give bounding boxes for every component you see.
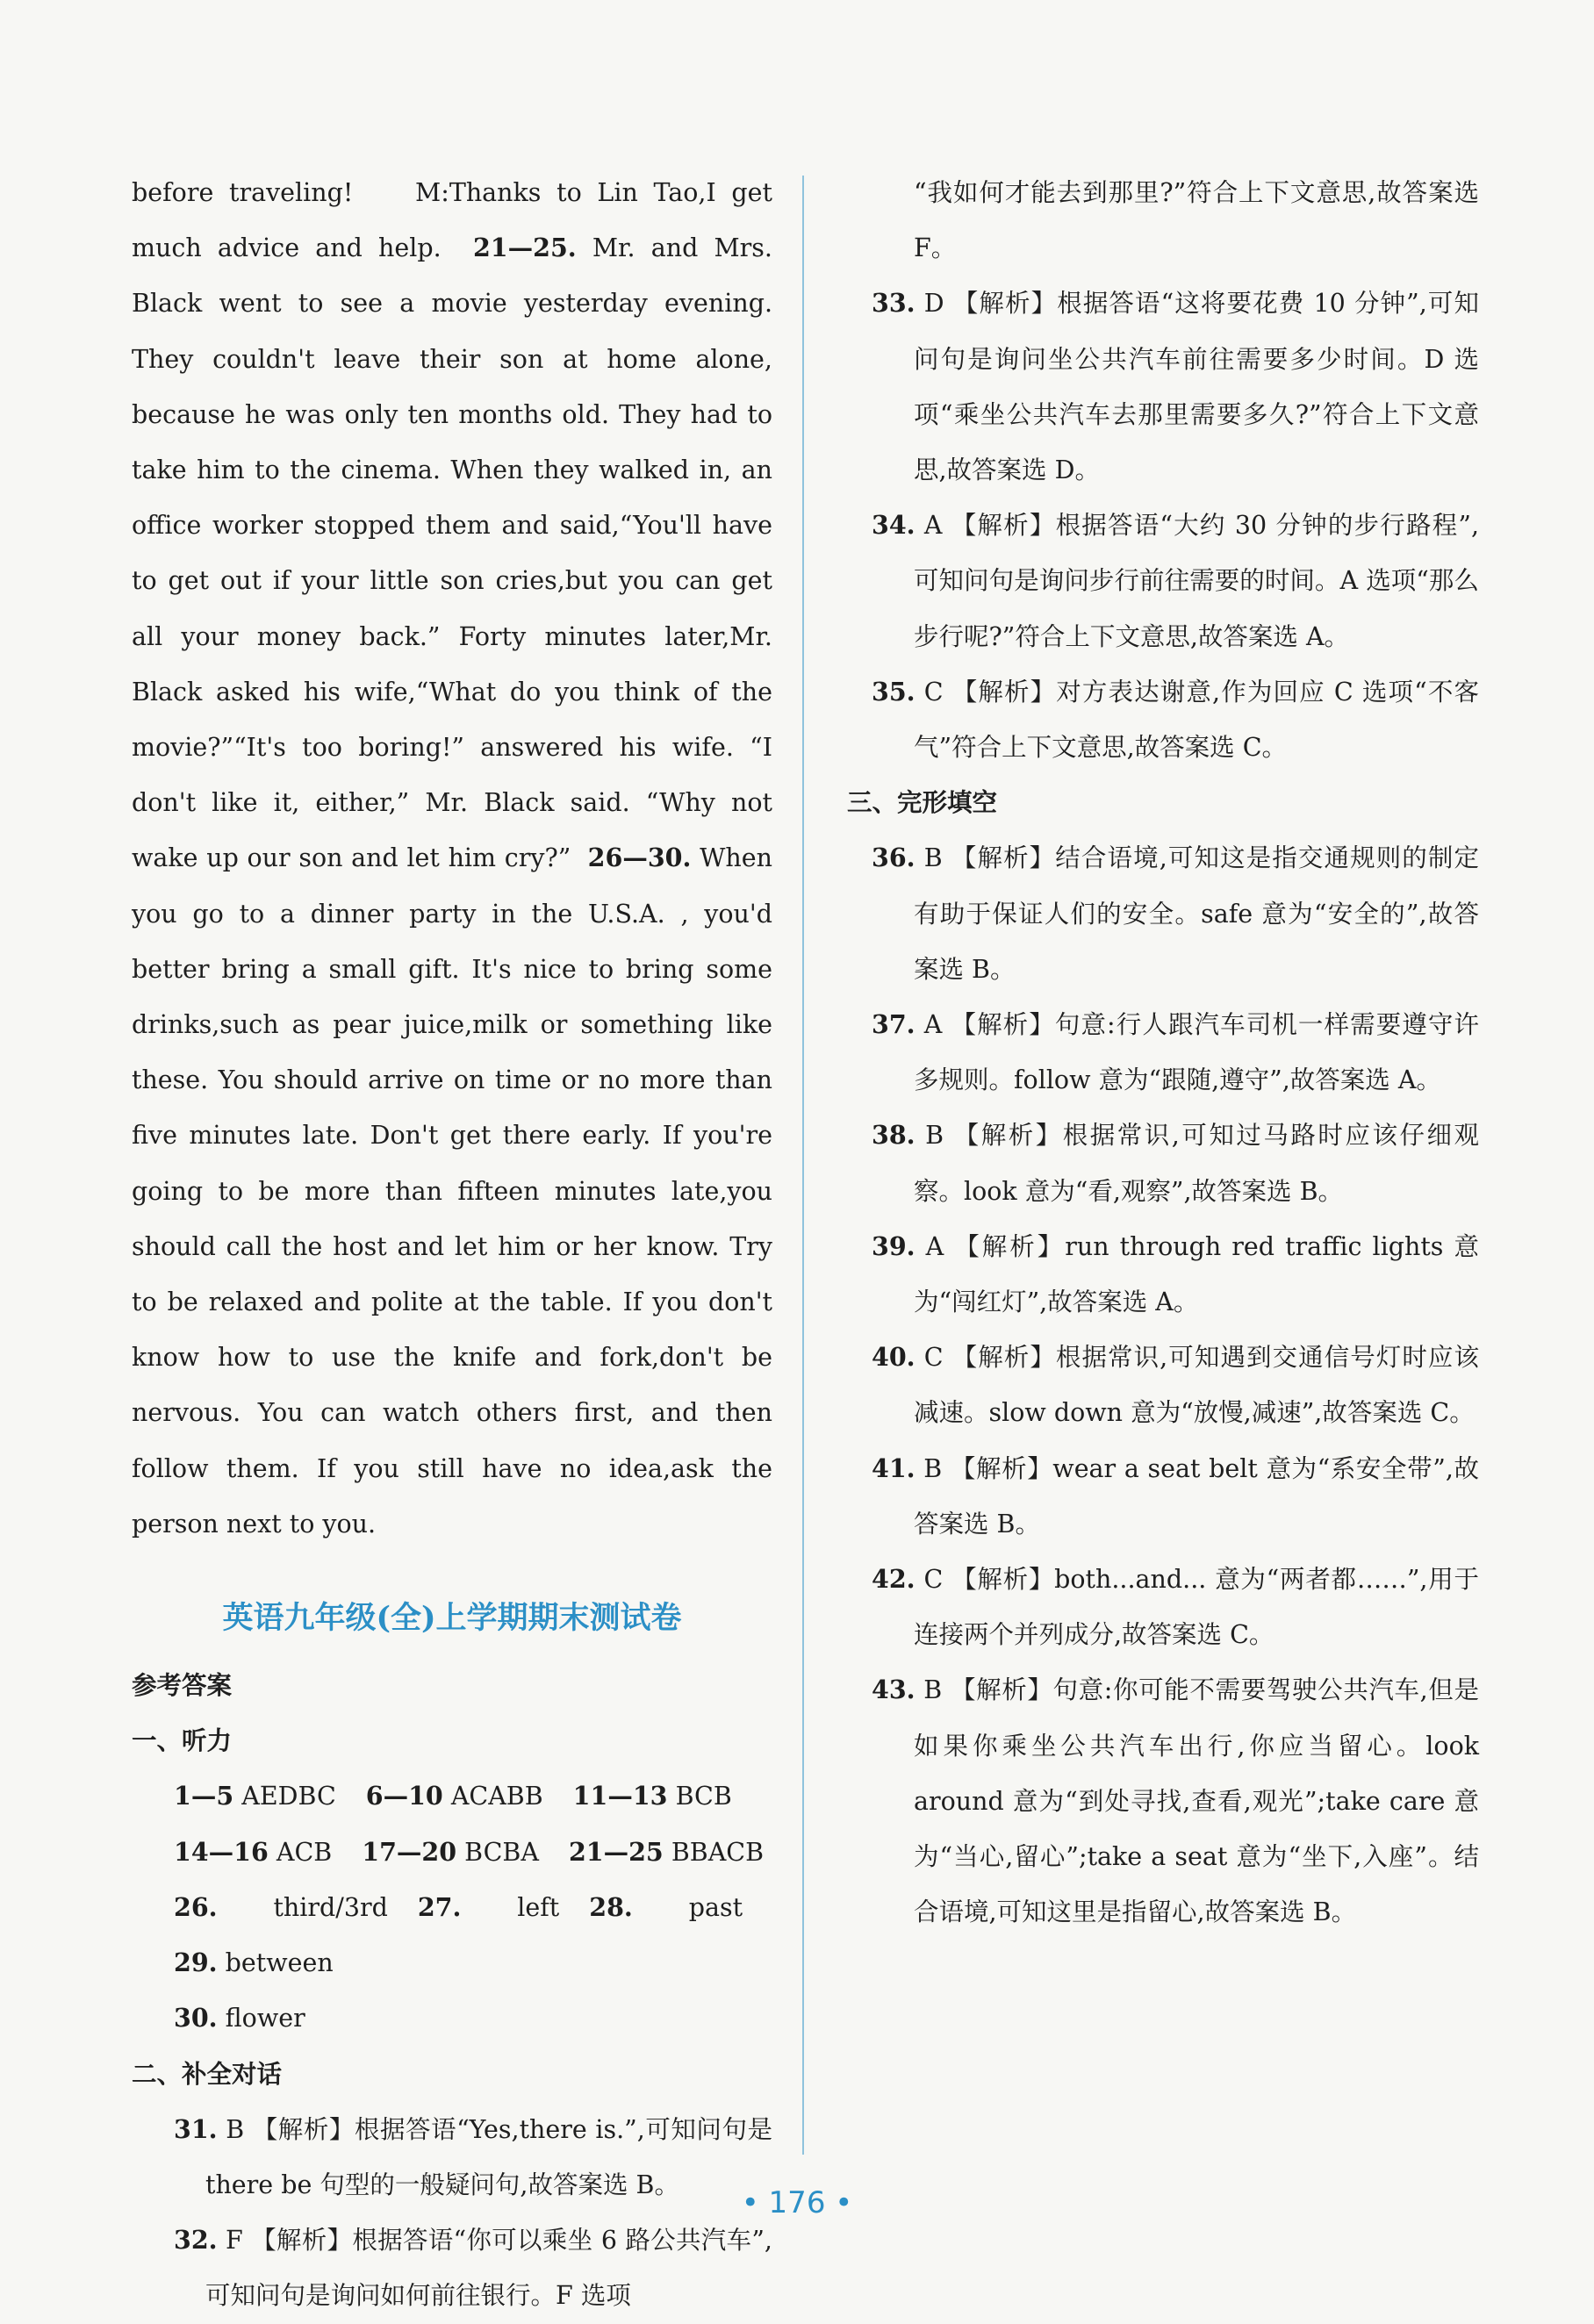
- exam-title: 英语九年级(全)上学期期末测试卷: [222, 1600, 682, 1637]
- answer-item-36: [847, 830, 1479, 997]
- question-number: 28.: [589, 1891, 633, 1922]
- range-label: 17—20: [362, 1836, 457, 1867]
- answer-explanation: D 【解析】根据答语“这将要花费 10 分钟”,可知问句是询问坐公共汽车前往需要多少时间。D 选项“乘坐公共汽车去那里需要多久?”符合上下文意思,故答案选 D。: [914, 289, 1479, 485]
- answer-explanation: B 【解析】根据答语“Yes,there is.”,可知问句是 there be 句型的一般疑问句,故答案选 B。: [205, 2114, 772, 2199]
- answer-item-38: [847, 1108, 1479, 1218]
- answer-value: BCBA: [464, 1837, 539, 1867]
- answer-explanation: F 【解析】根据答语“你可以乘坐 6 路公共汽车”,可知问句是询问如何前往银行。F 选项: [205, 2226, 772, 2311]
- answer-explanation: B 【解析】wear a seat belt 意为“系安全带”,故答案选 B。: [914, 1453, 1479, 1539]
- answer-value: BBACB: [671, 1837, 765, 1867]
- answer-value: AEDBC: [241, 1782, 336, 1811]
- answer-value: ACB: [276, 1837, 333, 1867]
- answer-explanation: A 【解析】根据答语“大约 30 分钟的步行路程”,可知问句是询问步行前往需要的时间。A 选项“那么步行呢?”符合上下文意思,故答案选 A。: [914, 511, 1480, 651]
- listening-row-2: [132, 1825, 772, 1880]
- answer-item-33: [847, 276, 1479, 498]
- answer-items-33-35: [847, 276, 1479, 775]
- question-number: 36.: [872, 843, 915, 873]
- answer-item-37: [847, 997, 1479, 1108]
- range-label: 14—16: [174, 1836, 269, 1867]
- answer-item-32: [132, 2213, 772, 2323]
- answer-item-32-continued: “我如何才能去到那里?”符合上下文意思,故答案选 F。: [914, 178, 1479, 263]
- question-number: 29.: [174, 1947, 218, 1978]
- question-number: 33.: [872, 288, 915, 319]
- listening-row-1: [132, 1768, 772, 1824]
- passage-range-26-30: 26—30.: [587, 843, 692, 873]
- answer-item-43: [847, 1662, 1479, 1940]
- question-number: 35.: [872, 676, 915, 707]
- answer-value: left: [517, 1892, 560, 1922]
- answer-value: ACABB: [450, 1782, 543, 1811]
- answer-value: between: [225, 1948, 334, 1978]
- question-number: 32.: [174, 2225, 218, 2256]
- answer-value: BCB: [675, 1782, 732, 1811]
- answer-explanation: B 【解析】根据常识,可知过马路时应该仔细观察。look 意为“看,观察”,故答案选 B。: [914, 1121, 1479, 1206]
- answer-explanation: B 【解析】结合语境,可知这是指交通规则的制定有助于保证人们的安全。safe 意为“安全的”,故答案选 B。: [914, 843, 1479, 984]
- question-number: 40.: [872, 1342, 915, 1373]
- passage-part-1: before traveling! M:Thanks to Lin Tao,I get much advice and help.: [132, 178, 772, 263]
- answer-item-35: [847, 664, 1479, 775]
- question-number: 38.: [872, 1120, 915, 1151]
- answer-explanation: C 【解析】对方表达谢意,作为回应 C 选项“不客气”符合上下文意思,故答案选 C。: [914, 677, 1479, 763]
- answer-explanation: B 【解析】句意:你可能不需要驾驶公共汽车,但是如果你乘坐公共汽车出行,你应当留心。look around 意为“到处寻找,查看,观光”;take care 意为“当心,留心”;take a seat 意为“坐下,入座”。结合语境,可知这里是指留心,故答案选 B。: [914, 1675, 1479, 1927]
- answer-item-41: [847, 1441, 1479, 1552]
- column-divider: [802, 176, 804, 2155]
- question-number: 30.: [174, 2003, 218, 2034]
- range-label: 11—13: [572, 1781, 668, 1811]
- range-label: 1—5: [174, 1781, 234, 1811]
- range-label: 21—25: [568, 1836, 664, 1867]
- question-number: 26.: [174, 1891, 218, 1922]
- range-label: 6—10: [365, 1781, 443, 1811]
- reference-answers-heading: 参考答案: [132, 1670, 233, 1701]
- answer-explanation: A 【解析】句意:行人跟汽车司机一样需要遵守许多规则。follow 意为“跟随,遵守”,故答案选 A。: [914, 1010, 1479, 1095]
- answer-value: third/3rd: [273, 1892, 388, 1922]
- answer-value: flower: [225, 2004, 305, 2034]
- answer-item-42: [847, 1552, 1479, 1662]
- page-number: • 176 •: [741, 2185, 853, 2220]
- dialog-heading: 二、补全对话: [132, 2058, 283, 2089]
- question-number: 34.: [872, 510, 915, 541]
- cloze-heading: 三、完形填空: [847, 787, 998, 818]
- right-column: [847, 165, 1479, 1940]
- left-column: [132, 165, 772, 2324]
- answer-explanation: C 【解析】both...and... 意为“两者都……”,用于连接两个并列成分,故答案选 C。: [914, 1565, 1479, 1650]
- question-number: 31.: [174, 2113, 218, 2144]
- listening-row-4: [132, 1990, 772, 2046]
- passage-text: [132, 165, 772, 1552]
- passage-part-2: Mr. and Mrs. Black went to see a movie yesterday evening. They couldn't leave their son at home alone, because he was only ten months old. They had to take him to the cinema. When they walked in, an office worker stopped them and said,“You'll have to get out if your little son cries,but you can get all your money back.” Forty minutes later,Mr. Black asked his wife,“What do you think of the movie?”“It's too boring!” answered his wife. “I don't like it, either,” Mr. Black said. “Why not wake up our son and let him cry?”: [132, 233, 772, 873]
- question-number: 43.: [872, 1675, 915, 1705]
- answer-item-34: [847, 498, 1479, 664]
- passage-part-3: When you go to a dinner party in the U.S.A. , you'd better bring a small gift. It's nice to bring some drinks,such as pear juice,milk or something like these. You should arrive on time or no more than five minutes late. Don't get there early. If you're going to be more than fifteen minutes late,you should call the host and let him or her know. Try to be relaxed and polite at the table. If you don't know how to use the knife and fork,don't be nervous. You can watch others first, and then follow them. If you still have no idea,ask the person next to you.: [132, 843, 772, 1539]
- answer-items-36-43: [847, 830, 1479, 1940]
- answer-explanation: C 【解析】根据常识,可知遇到交通信号灯时应该减速。slow down 意为“放慢,减速”,故答案选 C。: [914, 1343, 1479, 1428]
- listening-heading: 一、听力: [132, 1725, 233, 1756]
- question-number: 39.: [872, 1230, 915, 1261]
- question-number: 37.: [872, 1009, 915, 1040]
- answer-item-39: [847, 1219, 1479, 1330]
- passage-range-21-25: 21—25.: [472, 233, 577, 263]
- question-number: 42.: [872, 1564, 915, 1595]
- question-number: 41.: [872, 1452, 915, 1483]
- listening-row-3: [132, 1880, 772, 1990]
- answer-explanation: A 【解析】run through red traffic lights 意为“闯红灯”,故答案选 A。: [914, 1231, 1479, 1317]
- answer-value: past: [688, 1892, 743, 1922]
- answer-item-40: [847, 1330, 1479, 1440]
- question-number: 27.: [417, 1891, 462, 1922]
